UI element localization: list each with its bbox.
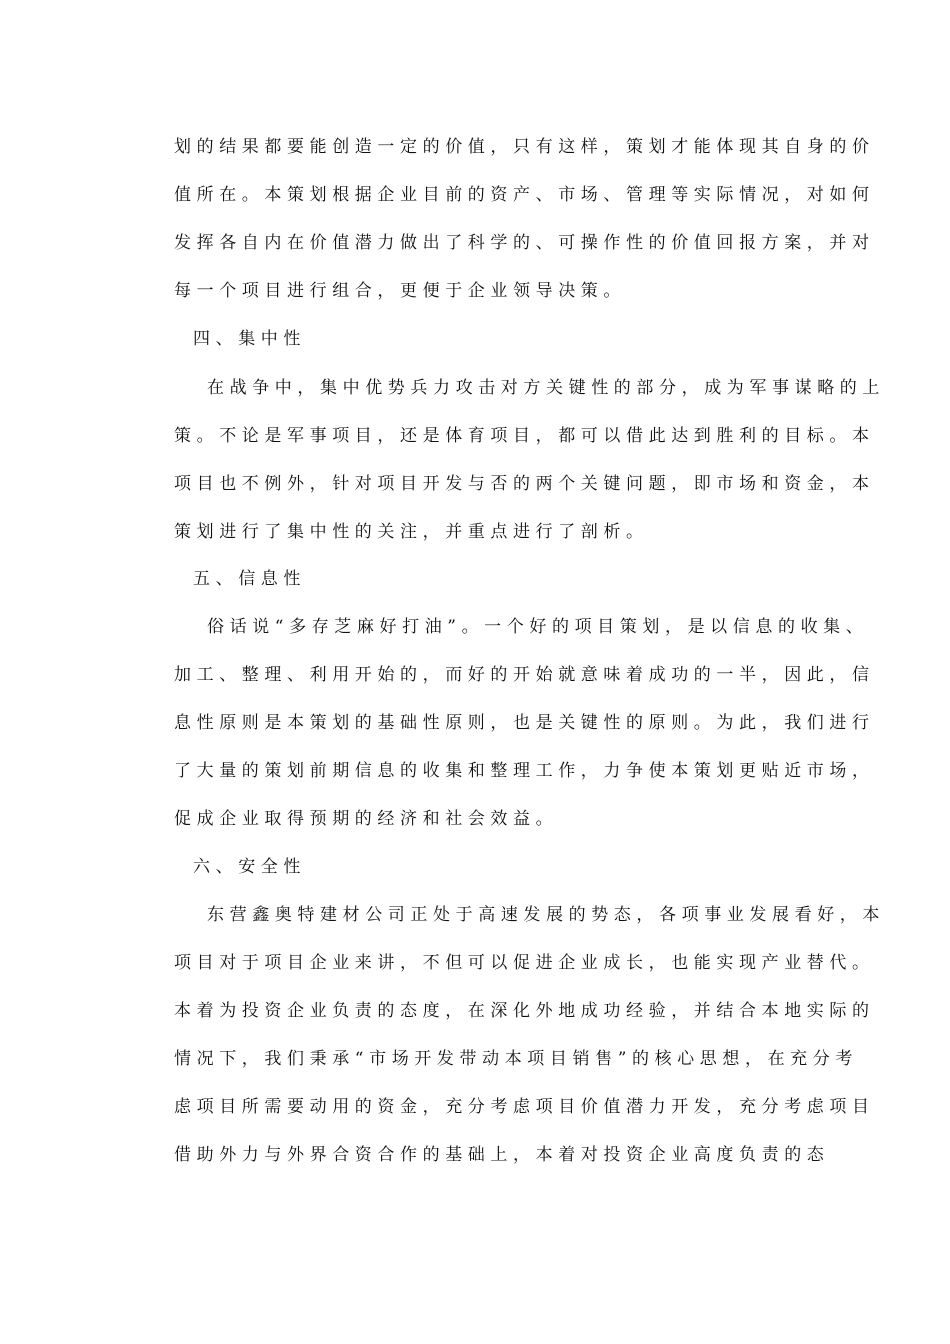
paragraph-line: 加工、整理、利用开始的，而好的开始就意味着成功的一半，因此，信 (174, 665, 875, 685)
paragraph-line: 借助外力与外界合资合作的基础上，本着对投资企业高度负责的态 (174, 1145, 830, 1165)
paragraph-line: 了大量的策划前期信息的收集和整理工作，力争使本策划更贴近市场， (174, 761, 875, 781)
section-heading: 四、集中性 (193, 329, 306, 349)
paragraph-line: 在战争中，集中优势兵力攻击对方关键性的部分，成为军事谋略的上 (207, 378, 885, 398)
paragraph-line: 促成企业取得预期的经济和社会效益。 (174, 809, 559, 829)
section-heading: 六、安全性 (193, 857, 306, 877)
paragraph-line: 策。不论是军事项目，还是体育项目，都可以借此达到胜利的目标。本 (174, 426, 875, 446)
paragraph-line: 发挥各自内在价值潜力做出了科学的、可操作性的价值回报方案，并对 (174, 233, 875, 253)
section-heading: 五、信息性 (193, 569, 306, 589)
paragraph-line: 情况下，我们秉承“市场开发带动本项目销售”的核心思想，在充分考 (174, 1049, 858, 1069)
paragraph-line: 虑项目所需要动用的资金，充分考虑项目价值潜力开发，充分考虑项目 (174, 1097, 875, 1117)
paragraph-line: 东营鑫奥特建材公司正处于高速发展的势态，各项事业发展看好，本 (207, 905, 885, 925)
paragraph-line: 划的结果都要能创造一定的价值，只有这样，策划才能体现其自身的价 (174, 137, 875, 157)
paragraph-line: 值所在。本策划根据企业目前的资产、市场、管理等实际情况，对如何 (174, 185, 875, 205)
paragraph-line: 俗话说“多存芝麻好打油”。一个好的项目策划，是以信息的收集、 (207, 617, 869, 637)
paragraph-line: 项目也不例外，针对项目开发与否的两个关键问题，即市场和资金，本 (174, 474, 875, 494)
paragraph-line: 项目对于项目企业来讲，不但可以促进企业成长，也能实现产业替代。 (174, 953, 875, 973)
paragraph-line: 每一个项目进行组合，更便于企业领导决策。 (174, 281, 626, 301)
paragraph-line: 息性原则是本策划的基础性原则，也是关键性的原则。为此，我们进行 (174, 713, 875, 733)
paragraph-line: 本着为投资企业负责的态度，在深化外地成功经验，并结合本地实际的 (174, 1001, 875, 1021)
paragraph-line: 策划进行了集中性的关注，并重点进行了剖析。 (174, 522, 649, 542)
